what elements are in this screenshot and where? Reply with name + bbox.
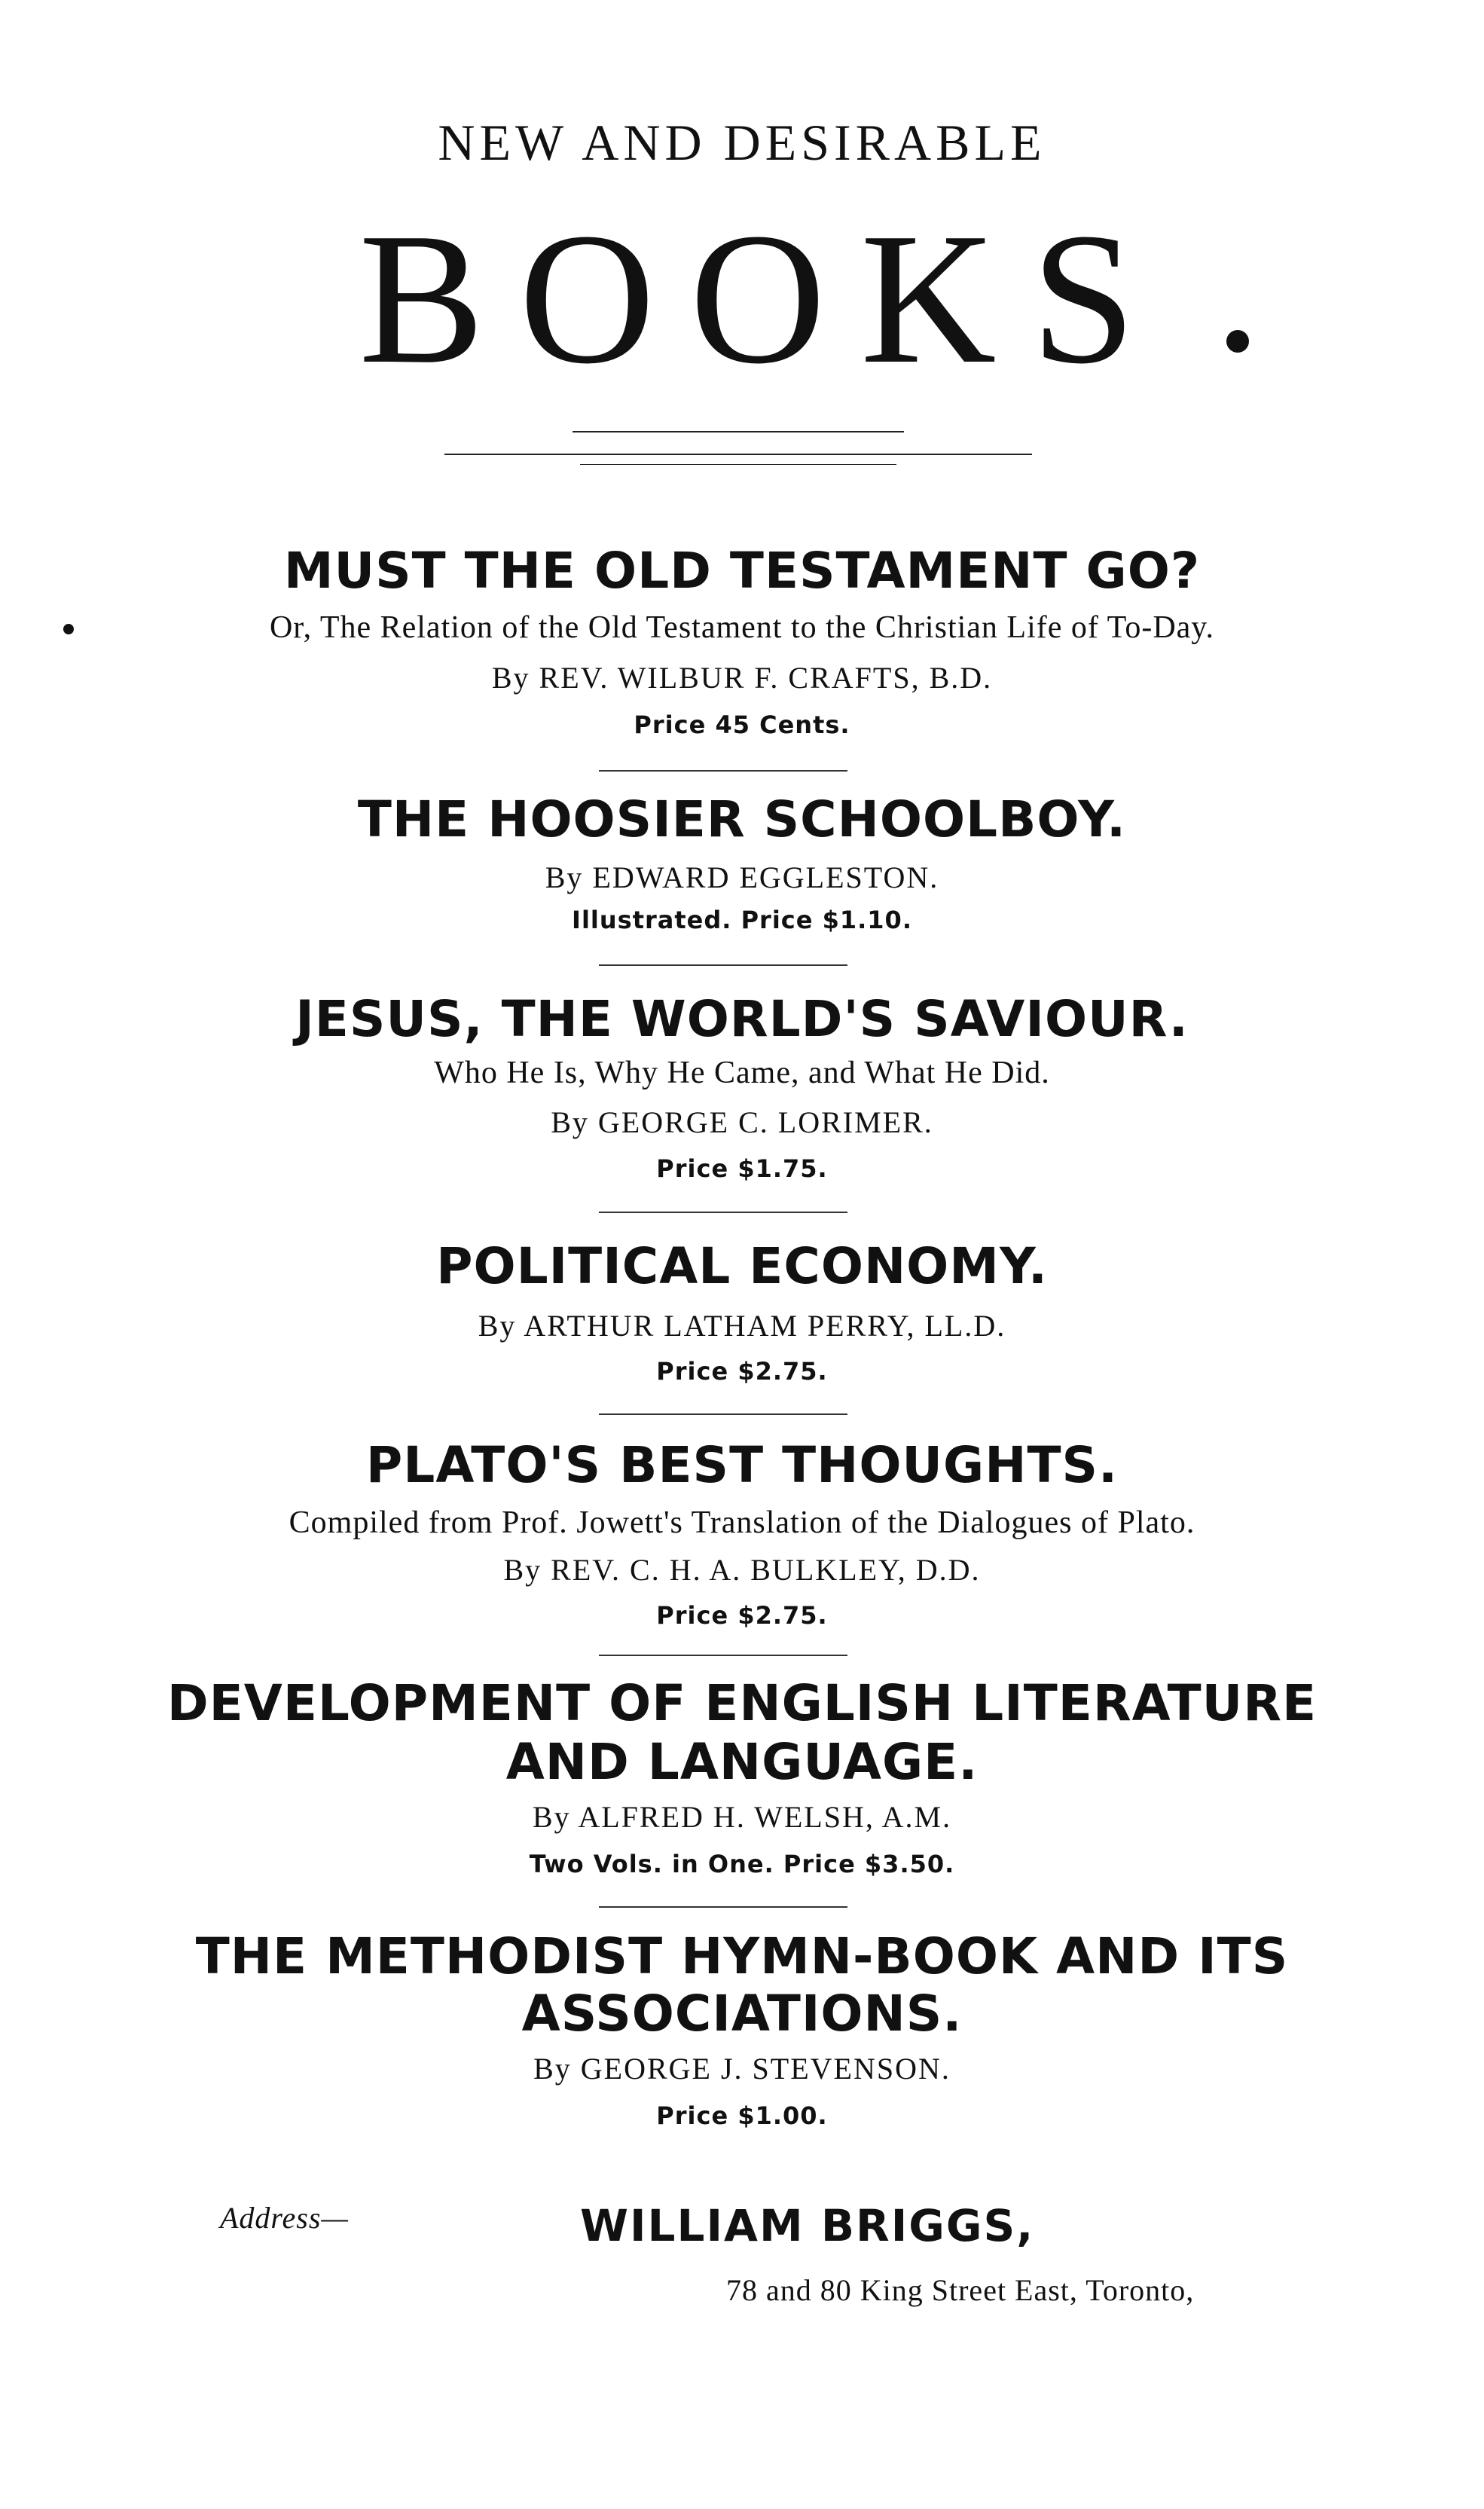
address-label: Address— — [220, 2201, 349, 2235]
book-subtitle: Who He Is, Why He Came, and What He Did. — [434, 1056, 1050, 1090]
header-title: BOOKS — [359, 194, 1171, 403]
book-title-line2: AND LANGUAGE. — [505, 1733, 979, 1791]
book-title-line2: ASSOCIATIONS. — [521, 1985, 963, 2043]
book-title: THE HOOSIER SCHOOLBOY. — [357, 790, 1127, 848]
book-title: PLATO'S BEST THOUGHTS. — [365, 1436, 1119, 1494]
publisher-name: WILLIAM BRIGGS, — [580, 2200, 1035, 2251]
book-subtitle: Or, The Relation of the Old Testament to the Christian Life of To-Day. — [269, 610, 1215, 645]
book-subtitle: Compiled from Prof. Jowett's Translation of the Dialogues of Plato. — [289, 1505, 1195, 1540]
separator-rule — [599, 964, 847, 966]
book-price: Price $2.75. — [656, 1601, 828, 1630]
book-author: By REV. WILBUR F. CRAFTS, B.D. — [491, 661, 993, 695]
book-author: By EDWARD EGGLESTON. — [545, 860, 939, 894]
header-rule — [573, 431, 904, 432]
book-author: By GEORGE J. STEVENSON. — [533, 2052, 951, 2086]
book-price: Two Vols. in One. Price $3.50. — [529, 1850, 955, 1878]
book-price: Price $2.75. — [656, 1357, 828, 1386]
header-rule — [444, 454, 1032, 455]
book-author: By REV. C. H. A. BULKLEY, D.D. — [503, 1553, 981, 1587]
book-price: Price 45 Cents. — [634, 711, 850, 739]
book-author: By ALFRED H. WELSH, A.M. — [532, 1800, 952, 1834]
book-title: JESUS, THE WORLD'S SAVIOUR. — [295, 990, 1189, 1048]
separator-rule — [599, 770, 847, 772]
book-price: Price $1.75. — [656, 1154, 828, 1183]
publisher-address: 78 and 80 King Street East, Toronto, — [726, 2273, 1195, 2307]
book-title: MUST THE OLD TESTAMENT GO? — [283, 542, 1201, 600]
book-price: Illustrated. Price $1.10. — [572, 906, 912, 934]
title-period-dot — [1226, 330, 1249, 353]
header-rule — [580, 464, 896, 465]
book-author: By ARTHUR LATHAM PERRY, LL.D. — [478, 1309, 1006, 1343]
separator-rule — [599, 1655, 847, 1656]
book-price: Price $1.00. — [656, 2101, 828, 2130]
book-title: POLITICAL ECONOMY. — [436, 1237, 1048, 1295]
header-kicker: NEW AND DESIRABLE — [438, 114, 1046, 171]
separator-rule — [599, 1906, 847, 1908]
book-title-line1: THE METHODIST HYMN-BOOK AND ITS — [195, 1927, 1289, 1985]
separator-rule — [599, 1413, 847, 1415]
separator-rule — [599, 1212, 847, 1213]
book-author: By GEORGE C. LORIMER. — [551, 1105, 933, 1139]
book-title-line1: DEVELOPMENT OF ENGLISH LITERATURE — [166, 1674, 1318, 1732]
